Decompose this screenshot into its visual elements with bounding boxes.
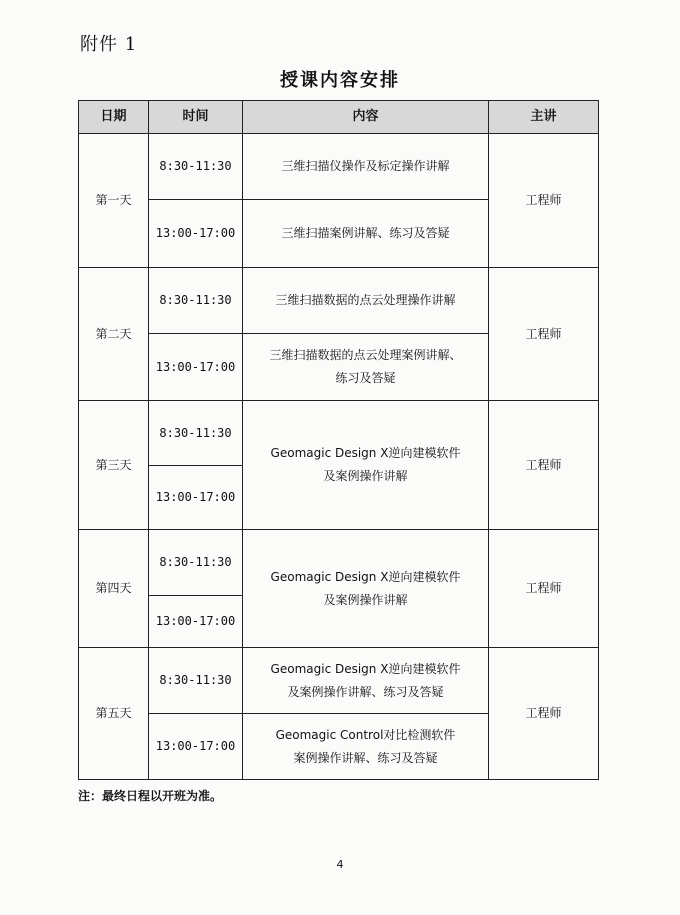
- content-line: 三维扫描数据的点云处理案例讲解、: [269, 348, 462, 363]
- content-line: 及案例操作讲解: [323, 469, 408, 483]
- content-cell: [243, 268, 489, 334]
- time-cell: 13:00-17:00: [149, 714, 243, 780]
- time-cell: 13:00-17:00: [149, 200, 243, 268]
- day-cell: 第五天: [79, 648, 149, 780]
- content-cell: [243, 134, 489, 200]
- content-cell: [243, 714, 489, 780]
- time-cell: 8:30-11:30: [149, 134, 243, 200]
- content-line: 三维扫描数据的点云处理操作讲解: [275, 293, 456, 308]
- day-cell: 第四天: [79, 530, 149, 648]
- time-cell: 8:30-11:30: [149, 648, 243, 714]
- content-line: Geomagic Design X逆向建模软件: [270, 569, 461, 584]
- footnote: 注：最终日程以开班为准。: [78, 789, 223, 803]
- table-row: [79, 268, 599, 334]
- page-title: 授课内容安排: [280, 70, 400, 91]
- day-cell: 第一天: [79, 134, 149, 268]
- page-number: 4: [336, 858, 344, 871]
- lecturer-cell: 工程师: [489, 648, 599, 780]
- content-line: Geomagic Control对比检测软件: [275, 727, 456, 742]
- header-time: 时间: [149, 101, 243, 134]
- time-cell: 8:30-11:30: [149, 401, 243, 466]
- schedule-table: [78, 100, 599, 780]
- time-cell: 13:00-17:00: [149, 466, 243, 530]
- table-row: [79, 648, 599, 714]
- table-row: [79, 401, 599, 466]
- header-content: 内容: [243, 101, 489, 134]
- day-cell: 第二天: [79, 268, 149, 401]
- time-cell: 8:30-11:30: [149, 530, 243, 596]
- content-line: 练习及答疑: [335, 371, 396, 385]
- attachment-label: 附件 1: [80, 34, 138, 55]
- lecturer-cell: 工程师: [489, 134, 599, 268]
- content-line: 及案例操作讲解、练习及答疑: [287, 684, 444, 699]
- content-line: 案例操作讲解、练习及答疑: [293, 750, 438, 765]
- content-cell: [243, 200, 489, 268]
- table-row: [79, 530, 599, 596]
- table-row: [79, 134, 599, 200]
- content-cell: [243, 334, 489, 401]
- time-cell: 13:00-17:00: [149, 334, 243, 401]
- time-cell: 13:00-17:00: [149, 596, 243, 648]
- content-cell: [243, 401, 489, 530]
- day-cell: 第三天: [79, 401, 149, 530]
- content-line: 三维扫描案例讲解、练习及答疑: [281, 226, 450, 241]
- header-row: [79, 101, 599, 134]
- header-date: 日期: [79, 101, 149, 134]
- header-lecturer: 主讲: [489, 101, 599, 134]
- content-line: 及案例操作讲解: [323, 592, 408, 607]
- lecturer-cell: 工程师: [489, 530, 599, 648]
- lecturer-cell: 工程师: [489, 401, 599, 530]
- content-line: 三维扫描仪操作及标定操作讲解: [281, 159, 450, 174]
- content-cell: [243, 530, 489, 648]
- content-line: Geomagic Design X逆向建模软件: [270, 661, 461, 676]
- content-cell: [243, 648, 489, 714]
- time-cell: 8:30-11:30: [149, 268, 243, 334]
- content-line: Geomagic Design X逆向建模软件: [270, 446, 461, 461]
- lecturer-cell: 工程师: [489, 268, 599, 401]
